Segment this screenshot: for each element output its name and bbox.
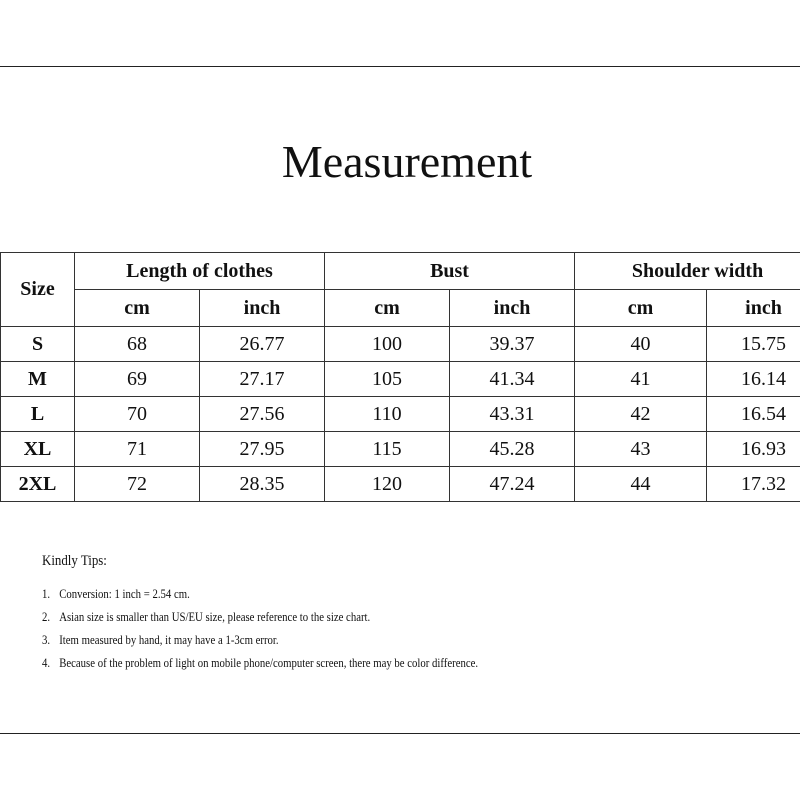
table-row (1, 467, 800, 502)
unit-header: cm (325, 290, 450, 327)
value-cell: 15.75 (707, 327, 800, 362)
value-cell: 27.17 (200, 362, 325, 397)
tip-number: 1. (42, 587, 51, 601)
bottom-rule (0, 733, 800, 734)
value-cell: 110 (325, 397, 450, 432)
unit-header: inch (707, 290, 800, 327)
value-cell: 69 (75, 362, 200, 397)
value-cell: 72 (75, 467, 200, 502)
value-cell: 68 (75, 327, 200, 362)
size-cell: S (1, 327, 75, 362)
value-cell: 47.24 (450, 467, 575, 502)
bust-header: Bust (325, 253, 575, 290)
value-cell: 17.32 (707, 467, 800, 502)
value-cell: 41 (575, 362, 707, 397)
top-rule (0, 66, 800, 67)
page-title: Measurement (281, 136, 533, 187)
tips-title: Kindly Tips: (42, 553, 107, 569)
value-cell: 16.54 (707, 397, 800, 432)
value-cell: 70 (75, 397, 200, 432)
unit-header: inch (450, 290, 575, 327)
tip-text: Because of the problem of light on mobile phone/computer screen, there may be color difference. (59, 656, 479, 670)
unit-header: inch (200, 290, 325, 327)
value-cell: 44 (575, 467, 707, 502)
unit-header: cm (75, 290, 200, 327)
value-cell: 16.14 (707, 362, 800, 397)
table-row (1, 432, 800, 467)
kindly-tips (42, 550, 489, 675)
table-row (1, 397, 800, 432)
table-row (1, 362, 800, 397)
list-item (42, 652, 489, 675)
value-cell: 27.95 (200, 432, 325, 467)
tip-text: Item measured by hand, it may have a 1-3cm error. (59, 633, 279, 647)
unit-header: cm (575, 290, 707, 327)
table-unit-row (1, 290, 800, 327)
value-cell: 26.77 (200, 327, 325, 362)
list-item (42, 629, 489, 652)
value-cell: 120 (325, 467, 450, 502)
tip-text: Asian size is smaller than US/EU size, please reference to the size chart. (59, 610, 371, 624)
value-cell: 45.28 (450, 432, 575, 467)
table-header-row (1, 253, 800, 290)
shoulder-width-header: Shoulder width (575, 253, 800, 290)
size-column-header: Size (1, 253, 75, 327)
tip-number: 2. (42, 610, 51, 624)
size-cell: 2XL (1, 467, 75, 502)
size-cell: M (1, 362, 75, 397)
list-item (42, 583, 489, 606)
value-cell: 27.56 (200, 397, 325, 432)
value-cell: 105 (325, 362, 450, 397)
table-row (1, 327, 800, 362)
value-cell: 41.34 (450, 362, 575, 397)
tip-number: 4. (42, 656, 51, 670)
tip-text: Conversion: 1 inch = 2.54 cm. (59, 587, 190, 601)
value-cell: 43 (575, 432, 707, 467)
size-cell: XL (1, 432, 75, 467)
value-cell: 43.31 (450, 397, 575, 432)
size-cell: L (1, 397, 75, 432)
length-of-clothes-header: Length of clothes (75, 253, 325, 290)
value-cell: 42 (575, 397, 707, 432)
tips-list (42, 583, 489, 675)
size-chart-table (0, 252, 800, 502)
value-cell: 16.93 (707, 432, 800, 467)
value-cell: 100 (325, 327, 450, 362)
value-cell: 40 (575, 327, 707, 362)
list-item (42, 606, 489, 629)
value-cell: 39.37 (450, 327, 575, 362)
value-cell: 28.35 (200, 467, 325, 502)
value-cell: 71 (75, 432, 200, 467)
tip-number: 3. (42, 633, 51, 647)
value-cell: 115 (325, 432, 450, 467)
